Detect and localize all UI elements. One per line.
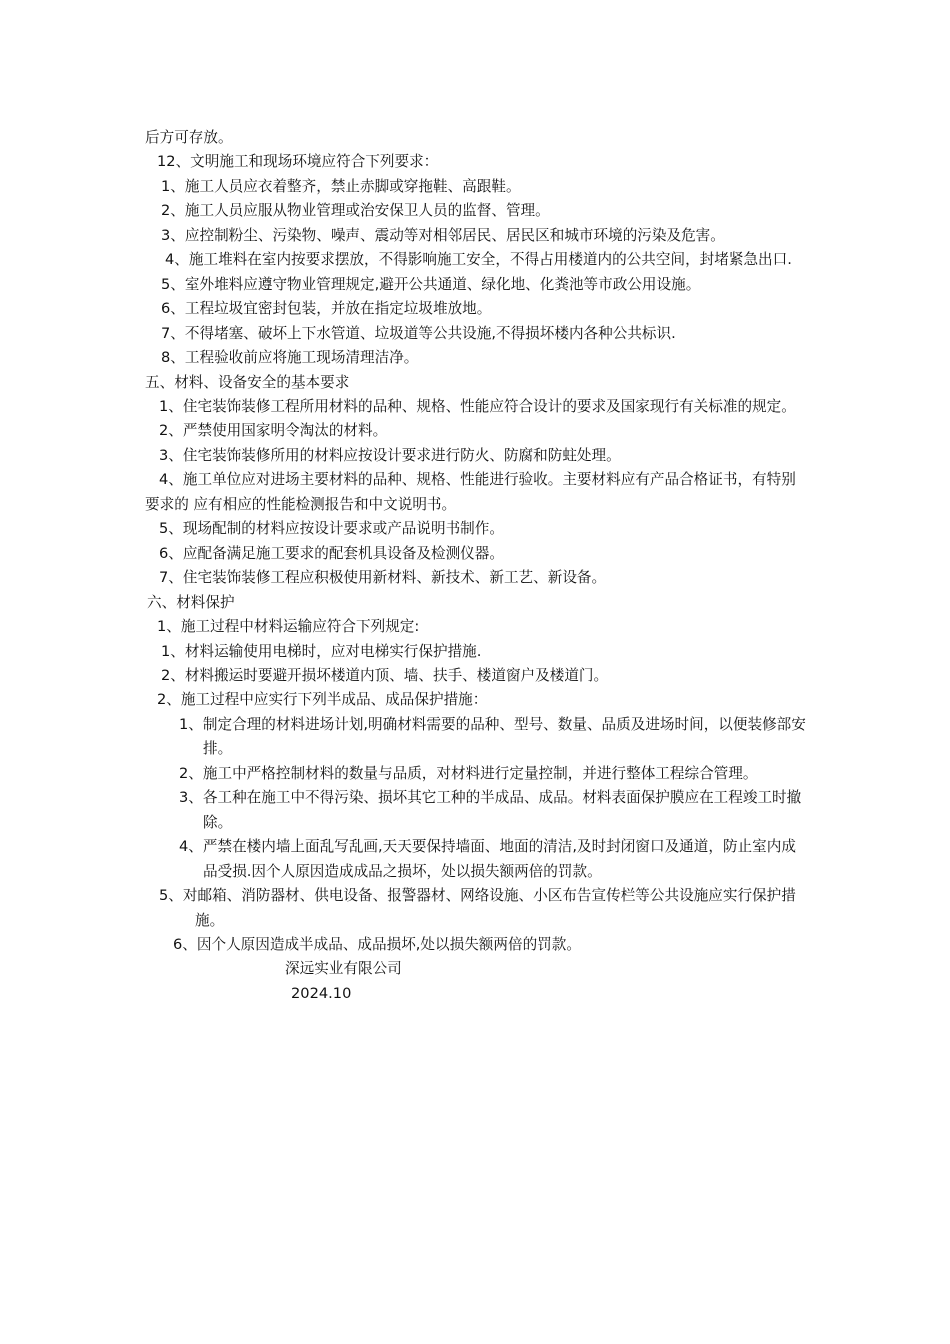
list-item: 2、施工人员应服从物业管理或治安保卫人员的监督、管理。 — [161, 202, 550, 220]
list-item: 1、施工人员应衣着整齐，禁止赤脚或穿拖鞋、高跟鞋。 — [161, 177, 521, 195]
document-body — [145, 126, 810, 1006]
list-item: 5、室外堆料应遵守物业管理规定,避开公共通道、绿化地、化粪池等市政公用设施。 — [161, 275, 701, 293]
list-item: 3、住宅装饰装修所用的材料应按设计要求进行防火、防腐和防蛀处理。 — [159, 446, 621, 464]
list-item: 6、应配备满足施工要求的配套机具设备及检测仪器。 — [159, 544, 504, 562]
list-item: 2、严禁使用国家明令淘汰的材料。 — [159, 422, 388, 440]
item-12-heading: 12、文明施工和现场环境应符合下列要求： — [157, 153, 439, 171]
list-item: 3、各工种在施工中不得污染、损坏其它工种的半成品、成品。材料表面保护膜应在工程竣工时撤除。 — [179, 789, 802, 831]
list-item: 5、现场配制的材料应按设计要求或产品说明书制作。 — [159, 520, 504, 538]
list-item: 5、对邮箱、消防器材、供电设备、报警器材、网络设施、小区布告宣传栏等公共设施应实行保护措施。 — [159, 887, 796, 929]
list-item: 1、施工过程中材料运输应符合下列规定: — [157, 618, 420, 636]
signature-company: 深远实业有限公司 — [285, 960, 402, 978]
list-item: 4、施工堆料在室内按要求摆放，不得影响施工安全，不得占用楼道内的公共空间，封堵紧急出口. — [165, 251, 792, 269]
list-item: 2、施工过程中应实行下列半成品、成品保护措施： — [157, 691, 488, 709]
list-item: 1、住宅装饰装修工程所用材料的品种、规格、性能应符合设计的要求及国家现行有关标准的规定。 — [159, 397, 796, 415]
list-item: 4、严禁在楼内墙上面乱写乱画,天天要保持墙面、地面的清洁,及时封闭窗口及通道，防止室内成品受损.因个人原因造成成品之损坏，处以损失额两倍的罚款。 — [179, 838, 796, 880]
list-item: 6、工程垃圾宜密封包装，并放在指定垃圾堆放地。 — [161, 300, 492, 318]
list-item: 2、施工中严格控制材料的数量与品质，对材料进行定量控制，并进行整体工程综合管理。 — [179, 764, 758, 782]
list-item: 8、工程验收前应将施工现场清理洁净。 — [161, 349, 419, 367]
list-item: 7、不得堵塞、破坏上下水管道、垃圾道等公共设施,不得损坏楼内各种公共标识. — [161, 324, 676, 342]
list-item: 2、材料搬运时要避开损坏楼道内顶、墙、扶手、楼道窗户及楼道门。 — [161, 666, 609, 684]
list-item: 1、制定合理的材料进场计划,明确材料需要的品种、型号、数量、品质及进场时间，以便装修部安排。 — [179, 715, 806, 758]
list-item: 1、材料运输使用电梯时，应对电梯实行保护措施. — [161, 642, 482, 660]
signature-date: 2024.10 — [291, 984, 352, 1002]
section-5-heading: 五、材料、设备安全的基本要求 — [145, 373, 350, 391]
list-item: 4、施工单位应对进场主要材料的品种、规格、性能进行验收。主要材料应有产品合格证书，有特别要求的 应有相应的性能检测报告和中文说明书。 — [145, 471, 796, 513]
list-item: 7、住宅装饰装修工程应积极使用新材料、新技术、新工艺、新设备。 — [159, 569, 607, 587]
list-item: 3、应控制粉尘、污染物、噪声、震动等对相邻居民、居民区和城市环境的污染及危害。 — [161, 226, 725, 244]
paragraph-continuation: 后方可存放。 — [145, 129, 233, 146]
list-item: 6、因个人原因造成半成品、成品损坏,处以损失额两倍的罚款。 — [173, 935, 581, 953]
section-6-heading: 六、材料保护 — [147, 593, 235, 611]
